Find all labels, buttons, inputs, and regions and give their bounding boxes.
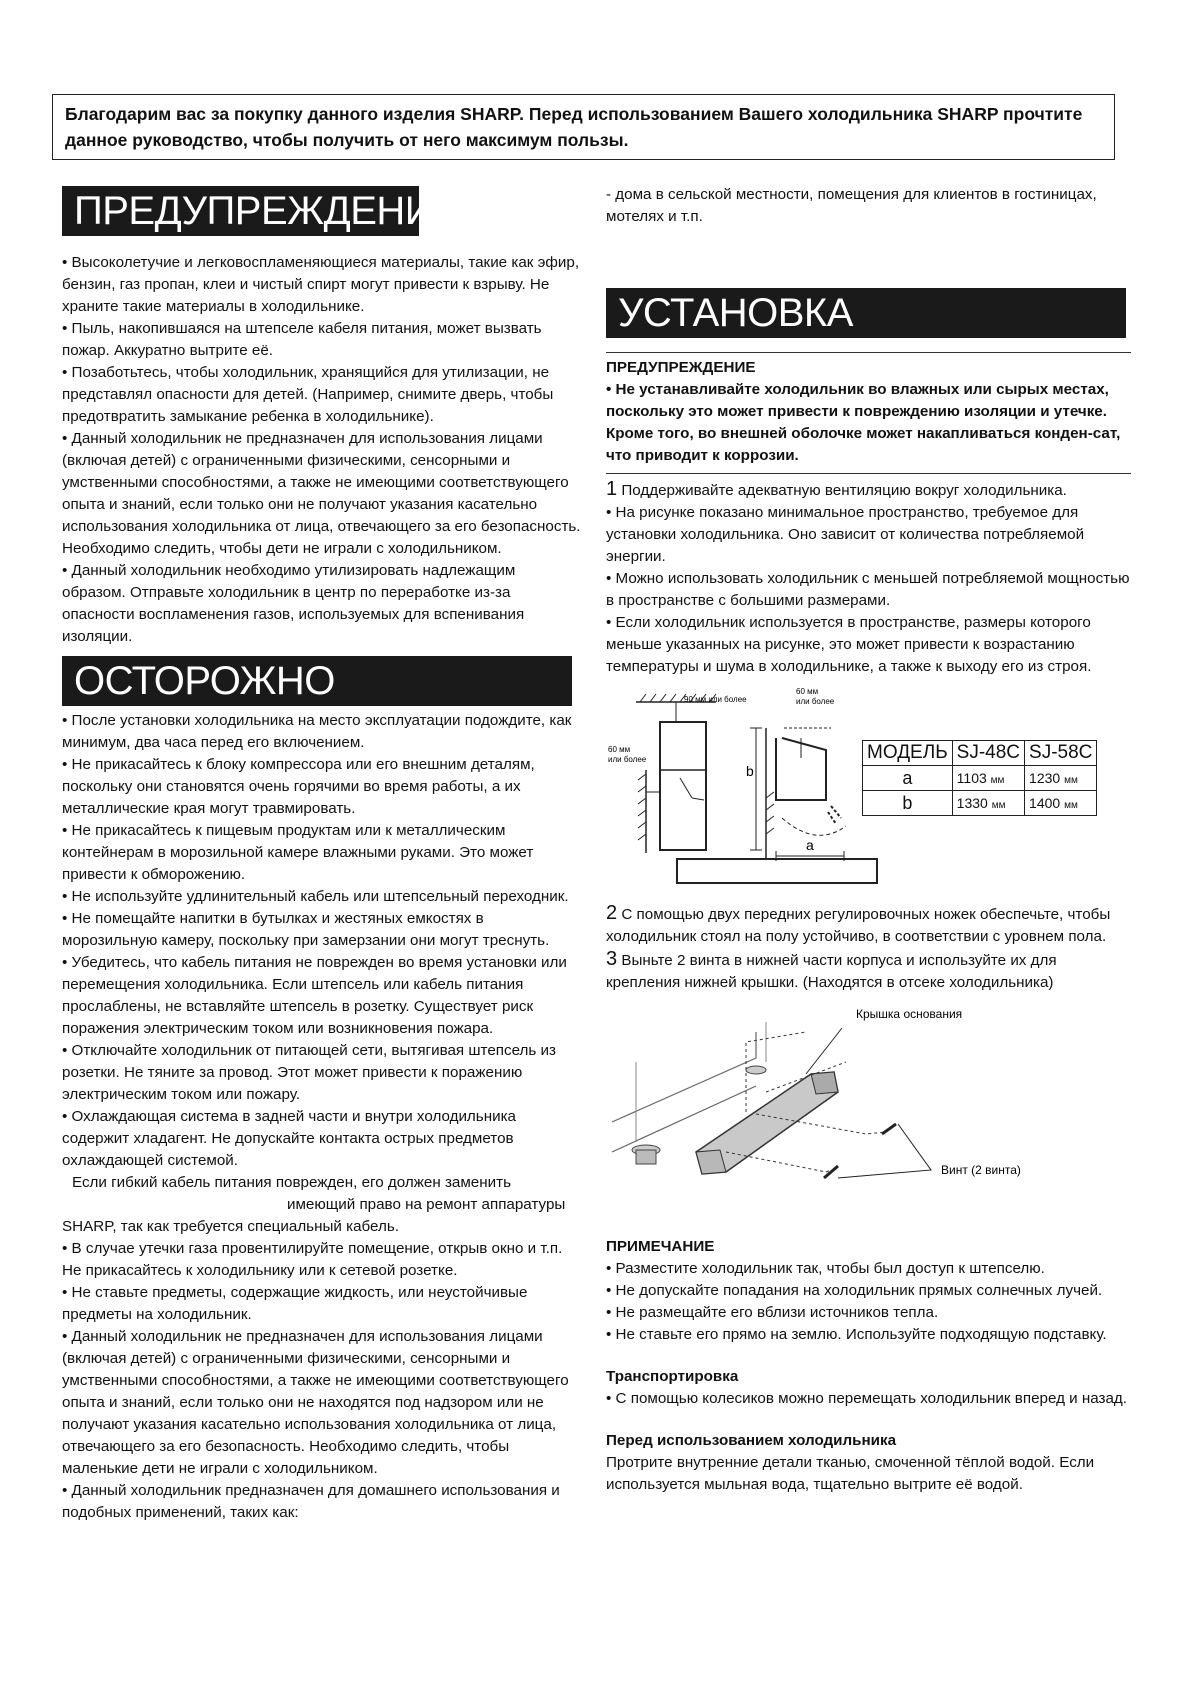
transport-text: • С помощью колесиков можно перемещать холодильник вперед и назад. [606,1390,1128,1407]
caution-item: • Отключайте холодильник от питающей сети, вытягивая штепсель из розетки. Не тяните за провод. Этот может привести к поражению электрическим током или пожару. [62,1042,556,1103]
caution-item: • После установки холодильника на место эксплуатации подождите, как минимум, два часа перед его включением. [62,712,572,751]
cable-line-1: Если гибкий кабель питания поврежден, его должен заменить [72,1174,511,1191]
screw-label: Винт (2 винта) [941,1163,1021,1177]
warning-list [62,252,582,648]
warning-item: • Пыль, накопившаяся на штепселе кабеля питания, может вызвать пожар. Аккуратно вытрите её. [62,320,542,359]
caution-heading: ОСТОРОЖНО [62,656,572,706]
warning-item: • Данный холодильник необходимо утилизировать надлежащим образом. Отправьте холодильник в центр по переработке из-за опасности воспламенения газов, используемых для вспенивания изоляции. [62,562,525,645]
caution-item: • Не прикасайтесь к блоку компрессора или его внешним деталям, поскольку они становятся очень горячими во время работы, а их металлические края могут травмировать. [62,756,535,817]
row-label: b [863,791,953,816]
side-gap-label-1: 60 мм [608,745,631,754]
table-header-cell: МОДЕЛЬ [863,741,953,766]
step-2 [606,902,1131,948]
table-cell: 1330 мм [952,791,1024,816]
dimension-a-label: a [806,837,814,853]
divider [606,473,1131,474]
continued-text: - дома в сельской местности, помещения для клиентов в гостиницах, мотелях и т.п. [606,186,1097,225]
table-row [863,766,1097,791]
caution-item: • Убедитесь, что кабель питания не поврежден во время установки или перемещения холодильника. Если штепсель или кабель питания прослаблены, не вставляйте штепсель в розетку. Существует риск поражения электрическим током или возникновения пожара. [62,954,567,1037]
note-item: • Не допускайте попадания на холодильник прямых солнечных лучей. [606,1282,1103,1299]
note-item: • Не ставьте его прямо на землю. Используйте подходящую подставку. [606,1326,1107,1343]
table-cell: 1103 мм [952,766,1024,791]
clearance-diagram [606,688,856,878]
caution-item: • Не помещайте напитки в бутылках и жестяных емкостях в морозильную камеру, поскольку при замерзании они могут треснуть. [62,910,550,949]
caution-item: • Данный холодильник предназначен для домашнего использования и подобных применений, таких как: [62,1482,560,1521]
note-item: • Разместите холодильник так, чтобы был доступ к штепселю. [606,1260,1045,1277]
cable-line-2: имеющий право на ремонт аппаратуры [287,1196,566,1213]
warning-item: • Данный холодильник не предназначен для использования лицами (включая детей) с ограниченными физическими, сенсорными и умственными способностями, а также не имеющими соответствующего опыта и знаний, если только они не получают указания касательно использования холодильника от лица, отвечающего за его безопасность. Необходимо следить, чтобы дети не играли с холодильником. [62,430,581,557]
table-header-cell: SJ-48C [952,741,1024,766]
base-cover-figure [606,1002,1131,1222]
blank-box [676,858,878,884]
intro-box: Благодарим вас за покупку данного изделия SHARP. Перед использованием Вашего холодильника SHARP прочтите данное руководство, чтобы получить от него максимум пользы. [52,94,1115,160]
before-use-text: Протрите внутренние детали тканью, смоченной тёплой водой. Если используется мыльная вода, тщательно вытрите её водой. [606,1454,1095,1493]
table-cell: 1230 мм [1025,766,1097,791]
install-warning [606,353,1131,467]
step-1-bullet: • Можно использовать холодильник с меньшей потребляемой мощностью в пространстве с большими размерами. [606,570,1130,609]
left-column [62,186,582,1524]
warning-heading: ПРЕДУПРЕЖДЕНИЕ [62,186,419,236]
before-use-heading: Перед использованием холодильника [606,1432,897,1449]
caution-item: • Охлаждающая система в задней части и внутри холодильника содержит хладагент. Не допускайте контакта острых предметов охлаждающей системой. [62,1108,517,1169]
install-warning-text: • Не устанавливайте холодильник во влажных или сырых местах, поскольку это может привести к повреждению изоляции и утечке. Кроме того, во внешней оболочке может накапливаться конден-сат, что приводит к коррозии. [606,381,1121,464]
right-column [606,184,1131,1496]
transport-heading: Транспортировка [606,1368,739,1385]
base-cover-diagram [606,1002,1126,1222]
table-cell: 1400 мм [1025,791,1097,816]
clearance-figure [606,688,1131,888]
warning-item: • Позаботьтесь, чтобы холодильник, хранящийся для утилизации, не представлял опасности для детей. (Например, снимите дверь, чтобы предотвратить замыкание ребенка в холодильнике). [62,364,554,425]
table-row [863,791,1097,816]
table-header-cell: SJ-58C [1025,741,1097,766]
step-2-text: С помощью двух передних регулировочных ножек обеспечьте, чтобы холодильник стоял на полу устойчиво, в соответствии с уровнем пола. [606,906,1111,945]
dimension-b-label: b [746,763,754,779]
installation-heading: УСТАНОВКА [606,288,1126,338]
step-1-bullet: • На рисунке показано минимальное пространство, требуемое для установки холодильника. Оно зависит от количества потребляемой энергии. [606,504,1085,565]
caution-item: • В случае утечки газа провентилируйте помещение, открыв окно и т.п. Не прикасайтесь к холодильнику или к сетевой розетке. [62,1240,563,1279]
step-3 [606,948,1131,994]
step-3-text: Выньте 2 винта в нижней части корпуса и используйте их для крепления нижней крышки. (Находятся в отсеке холодильника) [606,952,1057,991]
caution-item: • Не используйте удлинительный кабель или штепсельный переходник. [62,888,569,905]
note-heading: ПРИМЕЧАНИЕ [606,1238,715,1255]
caution-item: • Данный холодильник не предназначен для использования лицами (включая детей) с ограниченными физическими, сенсорными и умственными способностями, а также не имеющими соответствующего опыта и знаний, если только они не находятся под надзором или не получают указания касательно использования холодильника от лица, отвечающего за его безопасность. Необходимо следить, чтобы маленькие дети не играли с холодильником. [62,1328,569,1477]
step-1 [606,478,1131,502]
step-number: 3 [606,948,618,970]
dimensions-table [862,740,1097,816]
install-warning-label: ПРЕДУПРЕЖДЕНИЕ [606,359,756,376]
caution-item: • Не ставьте предметы, содержащие жидкость, или неустойчивые предметы на холодильник. [62,1284,528,1323]
top-gap-label: 90 мм или более [684,695,747,704]
step-1-text: Поддерживайте адекватную вентиляцию вокруг холодильника. [621,482,1067,499]
row-label: a [863,766,953,791]
cable-line-3: SHARP, так как требуется специальный кабель. [62,1218,399,1235]
caution-item: • Не прикасайтесь к пищевым продуктам или к металлическим контейнерам в морозильной камере влажными руками. Это может привести к обморожению. [62,822,534,883]
warning-item: • Высоколетучие и легковоспламеняющиеся материалы, такие как эфир, бензин, газ пропан, клеи и чистый спирт могут привести к взрыву. Не храните такие материалы в холодильнике. [62,254,580,315]
side-gap-label-2: или более [608,755,647,764]
note-item: • Не размещайте его вблизи источников тепла. [606,1304,939,1321]
step-1-bullet: • Если холодильник используется в пространстве, размеры которого меньше указанных на рисунке, это может привести к возрастанию температуры и шума в холодильнике, а также к выходу его из строя. [606,614,1092,675]
base-cover-label: Крышка основания [856,1007,963,1021]
back-gap-label-2: или более [796,697,835,706]
step-number: 1 [606,478,618,500]
step-number: 2 [606,902,618,924]
caution-list [62,710,582,1524]
back-gap-label-1: 60 мм [796,688,819,696]
